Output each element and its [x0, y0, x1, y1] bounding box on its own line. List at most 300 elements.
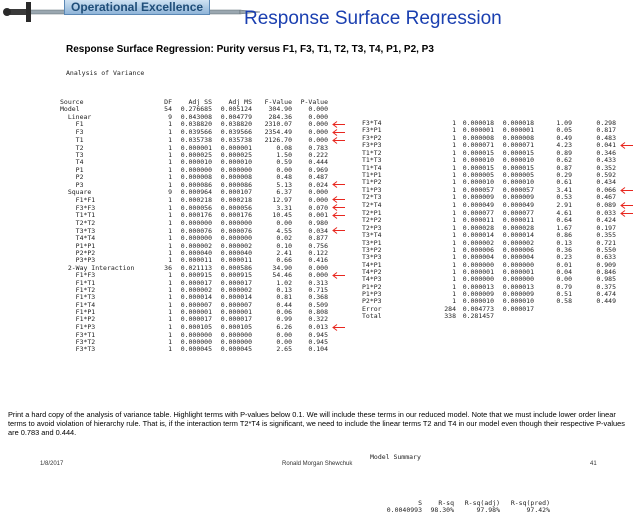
cell-adj-ss: 0.000076 — [180, 226, 212, 235]
cell-adj-ss: 0.000010 — [462, 178, 494, 187]
cell-source: F3*P1 — [362, 126, 382, 135]
cell-f-value: 12.97 — [272, 195, 292, 204]
cell-adj-ss: 0.000001 — [462, 126, 494, 135]
model-summary — [370, 437, 550, 523]
arrow-cell — [328, 152, 346, 159]
cell-adj-ss: 0.000000 — [462, 275, 494, 284]
cell-adj-ms: 0.000049 — [502, 201, 534, 210]
cell-df: 1 — [168, 195, 172, 204]
cell-p-value: 0.352 — [596, 163, 616, 172]
right-anova-row — [362, 306, 634, 313]
cell-adj-ss: 0.000105 — [180, 323, 212, 332]
cell-source: F3*T3 — [60, 345, 96, 354]
cell-source: F1 — [60, 120, 84, 129]
cell-adj-ms — [494, 313, 534, 320]
cell-f-value: 0.44 — [276, 300, 292, 309]
arrow-cell — [328, 302, 346, 309]
arrow-cell — [328, 287, 346, 294]
cell-source: F3*T4 — [362, 119, 382, 127]
cell-f-value: 2354.49 — [264, 128, 292, 137]
cell-adj-ms: 0.000000 — [220, 165, 252, 174]
cell-source: Linear — [60, 112, 92, 121]
arrow-cell — [328, 227, 346, 235]
cell-df: 1 — [452, 238, 456, 247]
cell-p-value: 0.817 — [596, 126, 616, 135]
cell-f-value: 0.49 — [556, 133, 572, 142]
cell-source: T1*P2 — [362, 178, 382, 187]
cell-adj-ms: 0.000010 — [502, 178, 534, 187]
brand-label: Operational Excellence — [64, 0, 210, 15]
cell-df: 1 — [168, 180, 172, 189]
cell-source: T1*T1 — [60, 211, 96, 220]
cell-adj-ss: 0.000028 — [462, 223, 494, 232]
cell-source: F1*P2 — [60, 315, 96, 324]
arrow-cell — [328, 346, 346, 353]
right-anova-row — [362, 150, 634, 157]
cell-adj-ms: 0.000001 — [502, 267, 534, 276]
cell-adj-ms: 0.000071 — [502, 141, 534, 150]
cell-adj-ms: 0.000008 — [220, 172, 252, 181]
cell-source: P3*P3 — [60, 256, 96, 265]
cell-adj-ms: 0.000006 — [502, 245, 534, 254]
cell-adj-ms: 0.000013 — [502, 282, 534, 291]
cell-df: 1 — [168, 211, 172, 220]
cell-df: 1 — [168, 308, 172, 317]
cell-adj-ms: 0.005124 — [220, 105, 252, 114]
cell-df: 1 — [452, 133, 456, 142]
right-anova-row — [362, 165, 634, 172]
cell-f-value: 0.23 — [556, 253, 572, 262]
cell-p-value: 0.909 — [596, 260, 616, 269]
cell-source: P1*P1 — [60, 241, 96, 250]
cell-adj-ms: 0.000010 — [220, 158, 252, 167]
cell-adj-ms: 0.004779 — [220, 112, 252, 121]
cell-p-value: 0.487 — [308, 172, 328, 181]
cell-adj-ss: 0.000025 — [180, 150, 212, 159]
cell-p-value: 0.449 — [596, 297, 616, 306]
cell-adj-ms: 0.000018 — [502, 119, 534, 127]
cell-df: 1 — [452, 126, 456, 135]
cell-source: F3 — [60, 128, 84, 137]
cell-p-value: 0.375 — [596, 282, 616, 291]
cell-p-value: 0.034 — [308, 226, 328, 235]
model-summary-table — [370, 500, 550, 515]
cell-df: 338 — [444, 311, 456, 320]
right-anova-row — [362, 276, 634, 283]
cell-df: 1 — [168, 278, 172, 287]
cell-adj-ms: 0.000076 — [220, 226, 252, 235]
right-anova-row — [362, 120, 634, 127]
cell-adj-ss: 0.000001 — [180, 308, 212, 317]
cell-adj-ss: 0.000007 — [180, 300, 212, 309]
cell-source: P2*P2 — [60, 248, 96, 257]
cell-p-value: 0.000 — [308, 195, 328, 204]
cell-f-value: 6.37 — [276, 188, 292, 197]
cell-p-value: 0.000 — [308, 135, 328, 144]
cell-adj-ms: 0.000000 — [502, 275, 534, 284]
cell-p-value: 0.756 — [308, 241, 328, 250]
cell-adj-ms: 0.000014 — [502, 231, 534, 240]
cell-adj-ss: 0.000001 — [180, 143, 212, 152]
cell-f-value: 284.36 — [268, 112, 292, 121]
column-header-p-value: P-Value — [300, 98, 328, 106]
cell-source: P2*P3 — [362, 297, 382, 306]
cell-p-value: 0.483 — [596, 133, 616, 142]
cell-adj-ms: 0.000004 — [502, 253, 534, 262]
right-anova-row — [362, 127, 634, 134]
cell-df: 1 — [452, 163, 456, 172]
cell-source: T4*P3 — [362, 275, 382, 284]
cell-f-value: 34.90 — [272, 263, 292, 272]
highlight-arrow-icon — [332, 204, 346, 211]
cell-f-value: 0.02 — [276, 234, 292, 243]
cell-df: 1 — [452, 148, 456, 157]
cell-adj-ss: 0.000057 — [462, 185, 494, 194]
cell-adj-ss: 0.000017 — [180, 315, 212, 324]
cell-source: T4*P1 — [362, 260, 382, 269]
cell-df: 1 — [168, 203, 172, 212]
cell-f-value: 0.51 — [556, 289, 572, 298]
cell-adj-ms: 0.000005 — [502, 170, 534, 179]
cell-adj-ss: 0.000000 — [462, 260, 494, 269]
cell-adj-ss: 0.000086 — [180, 180, 212, 189]
cell-source: Model — [60, 105, 80, 114]
cell-df: 1 — [452, 282, 456, 291]
cell-source: F3*F3 — [60, 203, 96, 212]
summary-value-rsq: 98.30% — [430, 506, 454, 515]
right-anova-row — [362, 269, 634, 276]
cell-p-value: 0.846 — [596, 267, 616, 276]
highlight-arrow-icon — [332, 129, 346, 136]
highlight-arrow-icon — [620, 142, 634, 149]
cell-p-value: 0.013 — [308, 323, 328, 332]
cell-f-value: 0.00 — [276, 338, 292, 346]
cell-f-value: 0.00 — [276, 330, 292, 339]
cell-f-value: 0.29 — [556, 170, 572, 179]
column-header-adj-ms: Adj MS — [228, 98, 252, 106]
cell-adj-ms: 0.000586 — [220, 263, 252, 272]
cell-source: T1*T4 — [362, 163, 382, 172]
cell-df: 1 — [168, 234, 172, 243]
highlight-arrow-icon — [620, 202, 634, 209]
cell-f-value: 0.05 — [556, 126, 572, 135]
anova-table-right — [362, 120, 634, 320]
cell-source: T3 — [60, 150, 84, 159]
cell-adj-ss: 0.000011 — [462, 216, 494, 225]
cell-adj-ss: 0.000056 — [180, 203, 212, 212]
cell-f-value: 0.48 — [276, 172, 292, 181]
cell-adj-ms: 0.000176 — [220, 211, 252, 220]
cell-source: F1*F1 — [60, 195, 96, 204]
right-anova-row — [362, 247, 634, 254]
cell-f-value: 304.90 — [268, 105, 292, 114]
cell-adj-ss: 0.000002 — [180, 286, 212, 295]
cell-f-value: 5.13 — [276, 180, 292, 189]
cell-df: 1 — [452, 156, 456, 165]
cell-adj-ss: 0.000008 — [462, 133, 494, 142]
summary-value-rsq-adj: 97.98% — [476, 506, 500, 515]
cell-p-value: 0.000 — [308, 105, 328, 114]
cell-adj-ss: 0.000000 — [180, 330, 212, 339]
arrow-cell — [328, 114, 346, 121]
highlight-arrow-icon — [332, 181, 346, 188]
cell-p-value: 0.197 — [596, 223, 616, 232]
cell-adj-ms: 0.000001 — [502, 126, 534, 135]
cell-source: T1*P3 — [362, 185, 382, 194]
cell-f-value: 4.23 — [556, 141, 572, 150]
cell-p-value: 0.808 — [308, 308, 328, 317]
cell-adj-ms: 0.000077 — [502, 208, 534, 217]
cell-f-value: 0.10 — [276, 241, 292, 250]
right-anova-row — [362, 135, 634, 142]
cell-p-value: 0.222 — [308, 150, 328, 159]
cell-f-value: 0.08 — [276, 143, 292, 152]
arrow-cell — [616, 240, 634, 247]
cell-p-value: 0.945 — [308, 338, 328, 346]
cell-f-value: 1.67 — [556, 223, 572, 232]
arrow-cell — [616, 172, 634, 179]
cell-df: 1 — [452, 201, 456, 210]
right-anova-row — [362, 157, 634, 164]
cell-df: 1 — [452, 193, 456, 202]
cell-adj-ms: 0.000001 — [220, 308, 252, 317]
highlight-arrow-icon — [620, 210, 634, 217]
cell-df: 1 — [168, 256, 172, 265]
cell-adj-ms: 0.000000 — [220, 234, 252, 243]
highlight-arrow-icon — [332, 324, 346, 331]
cell-adj-ss: 0.000176 — [180, 211, 212, 220]
cell-adj-ms: 0.000017 — [502, 304, 534, 313]
cell-df: 9 — [168, 112, 172, 121]
right-anova-row — [362, 291, 634, 298]
cell-adj-ms: 0.000000 — [220, 338, 252, 346]
arrow-column — [328, 99, 346, 106]
cell-adj-ss: 0.004773 — [462, 304, 494, 313]
cell-source: T1*T2 — [362, 148, 382, 157]
cell-p-value: 0.467 — [596, 193, 616, 202]
cell-p-value: 0.368 — [308, 293, 328, 302]
cell-f-value: 0.66 — [276, 256, 292, 265]
cell-df: 1 — [452, 297, 456, 306]
cell-df: 1 — [452, 260, 456, 269]
cell-p-value: 0.355 — [596, 231, 616, 240]
cell-f-value: 2126.70 — [264, 135, 292, 144]
cell-adj-ss: 0.000009 — [462, 289, 494, 298]
cell-source: F1*P3 — [60, 323, 96, 332]
cell-df: 1 — [452, 245, 456, 254]
cell-df: 284 — [444, 304, 456, 313]
footer-author: Ronald Morgan Shewchuk — [282, 461, 353, 467]
cell-adj-ms: 0.000086 — [220, 180, 252, 189]
cell-source: F1*T4 — [60, 300, 96, 309]
cell-p-value: 0.000 — [308, 128, 328, 137]
cell-source: T4*T4 — [60, 234, 96, 243]
cell-f-value: 0.87 — [556, 163, 572, 172]
cell-p-value: 0.980 — [308, 219, 328, 227]
cell-df: 9 — [168, 188, 172, 197]
cell-f-value: 1.02 — [276, 278, 292, 287]
cell-adj-ms: 0.000025 — [220, 150, 252, 159]
cell-source: P3 — [60, 180, 84, 189]
cell-f-value: 0.00 — [276, 219, 292, 227]
cell-f-value: 3.31 — [276, 203, 292, 212]
cell-df: 1 — [168, 135, 172, 144]
cell-source: T1 — [60, 135, 84, 144]
cell-adj-ms: 0.000014 — [220, 293, 252, 302]
cell-p-value: 0.424 — [596, 216, 616, 225]
arrow-cell — [616, 210, 634, 218]
cell-p-value: 0.550 — [596, 245, 616, 254]
cell-df: 1 — [168, 345, 172, 354]
cell-p-value — [572, 313, 616, 320]
cell-df: 1 — [168, 338, 172, 346]
cell-source: T2*P3 — [362, 223, 382, 232]
arrow-cell — [328, 106, 346, 113]
cell-adj-ms: 0.000000 — [220, 330, 252, 339]
cell-source: Square — [60, 188, 92, 197]
right-anova-row — [362, 187, 634, 195]
cell-adj-ms: 0.000000 — [502, 260, 534, 269]
cell-adj-ss: 0.000218 — [180, 195, 212, 204]
cell-adj-ss: 0.000010 — [462, 297, 494, 306]
cell-df: 54 — [164, 105, 172, 114]
arrow-cell — [616, 135, 634, 142]
arrow-cell — [328, 167, 346, 174]
cell-adj-ms: 0.000000 — [220, 219, 252, 227]
cell-f-value: 0.04 — [556, 267, 572, 276]
cell-f-value: 0.00 — [556, 275, 572, 284]
column-header-f-value: F-Value — [264, 98, 292, 106]
cell-df: 1 — [452, 141, 456, 150]
cell-f-value: 0.64 — [556, 216, 572, 225]
cell-p-value: 0.509 — [308, 300, 328, 309]
analysis-subtitle: Response Surface Regression: Purity versus F1, F3, T1, T2, T3, T4, P1, P2, P3 — [66, 44, 434, 55]
cell-df: 1 — [452, 275, 456, 284]
right-anova-row — [362, 217, 634, 224]
cell-adj-ss: 0.000045 — [180, 345, 212, 354]
cell-source: T2*T4 — [362, 201, 382, 210]
cell-df: 1 — [452, 119, 456, 127]
cell-p-value: 0.122 — [308, 248, 328, 257]
cell-source: T3*T4 — [362, 231, 382, 240]
arrow-cell — [328, 339, 346, 346]
right-anova-row — [362, 262, 634, 269]
cell-p-value: 0.000 — [308, 112, 328, 121]
arrow-cell — [616, 142, 634, 150]
arrow-cell — [328, 137, 346, 145]
cell-adj-ss: 0.000009 — [462, 193, 494, 202]
cell-adj-ss: 0.038820 — [180, 120, 212, 129]
cell-source: F3*P2 — [362, 133, 382, 142]
highlight-arrow-icon — [332, 272, 346, 279]
cell-adj-ms: 0.039566 — [220, 128, 252, 137]
cell-source: F1*T2 — [60, 286, 96, 295]
cell-f-value: 0.06 — [276, 308, 292, 317]
cell-adj-ms: 0.000001 — [220, 143, 252, 152]
cell-df: 36 — [164, 263, 172, 272]
cell-df: 1 — [168, 219, 172, 227]
arrow-cell — [328, 243, 346, 250]
cell-p-value: 0.000 — [308, 271, 328, 280]
cell-source: Error — [362, 304, 382, 313]
cell-df: 1 — [452, 170, 456, 179]
column-header-df: DF — [164, 98, 172, 106]
arrow-cell — [616, 150, 634, 157]
cell-adj-ms: 0.038820 — [220, 120, 252, 129]
cell-adj-ss: 0.000002 — [180, 241, 212, 250]
cell-adj-ms: 0.000015 — [502, 148, 534, 157]
arrow-cell — [616, 291, 634, 298]
right-anova-row — [362, 194, 634, 201]
cell-df: 1 — [168, 128, 172, 137]
left-anova-row — [60, 346, 346, 353]
cell-df: 1 — [168, 158, 172, 167]
cell-p-value: 0.633 — [596, 253, 616, 262]
cell-adj-ms: 0.000010 — [502, 297, 534, 306]
footer-page-number: 41 — [590, 461, 597, 467]
cell-source: 2-Way Interaction — [60, 263, 135, 272]
cell-source: F3*T2 — [60, 338, 96, 346]
arrow-cell — [616, 254, 634, 261]
arrow-cell — [328, 181, 346, 189]
arrow-cell — [616, 127, 634, 134]
arrow-cell — [616, 157, 634, 164]
cell-p-value: 0.066 — [596, 185, 616, 194]
highlight-arrow-icon — [620, 187, 634, 194]
cell-adj-ms: 0.000009 — [502, 289, 534, 298]
cell-f-value: 0.79 — [556, 282, 572, 291]
summary-header-rsq-pred: R-sq(pred) — [510, 499, 550, 507]
highlight-arrow-icon — [332, 227, 346, 234]
cell-adj-ss: 0.000040 — [180, 248, 212, 257]
cell-df: 1 — [452, 267, 456, 276]
cell-source: T2*P1 — [362, 208, 382, 217]
summary-value-rsq-pred: 97.42% — [526, 506, 550, 515]
cell-adj-ms: 0.000002 — [220, 286, 252, 295]
cell-p-value: 0.783 — [308, 143, 328, 152]
cell-f-value: 1.50 — [276, 150, 292, 159]
arrow-cell — [328, 257, 346, 264]
cell-adj-ms: 0.000057 — [502, 185, 534, 194]
cell-f-value: 0.59 — [276, 158, 292, 167]
arrow-cell — [328, 309, 346, 316]
cell-source: T3*P3 — [362, 253, 382, 262]
cell-f-value: 2.91 — [556, 201, 572, 210]
cell-p-value: 0.298 — [596, 119, 616, 127]
cell-adj-ss: 0.000014 — [180, 293, 212, 302]
arrow-cell — [616, 187, 634, 195]
right-anova-row — [362, 232, 634, 239]
cell-p-value: 0.000 — [308, 188, 328, 197]
arrow-cell — [616, 247, 634, 254]
cell-f-value: 0.01 — [556, 260, 572, 269]
cell-p-value: 0.041 — [596, 141, 616, 150]
cell-df: 1 — [168, 286, 172, 295]
arrow-cell — [328, 204, 346, 212]
cell-p-value: 0.969 — [308, 165, 328, 174]
cell-p-value: 0.444 — [308, 158, 328, 167]
cell-adj-ms: 0.000028 — [502, 223, 534, 232]
right-anova-row — [362, 254, 634, 261]
cell-source: T2*T2 — [60, 219, 96, 227]
cell-adj-ms: 0.000011 — [502, 216, 534, 225]
cell-f-value: 0.61 — [556, 178, 572, 187]
cell-f-value: 0.81 — [276, 293, 292, 302]
cell-adj-ms: 0.000105 — [220, 323, 252, 332]
cell-f-value: 6.26 — [276, 323, 292, 332]
cell-df: 1 — [168, 143, 172, 152]
cell-adj-ms: 0.000015 — [502, 163, 534, 172]
